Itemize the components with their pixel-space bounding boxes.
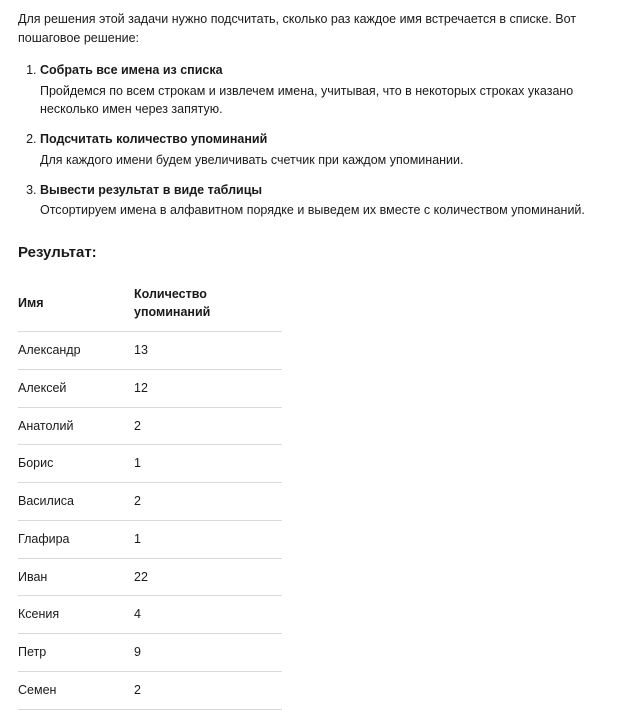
list-item xyxy=(40,130,602,170)
cell-name: Семен xyxy=(18,671,134,709)
cell-name: Алексей xyxy=(18,369,134,407)
cell-count: 2 xyxy=(134,407,282,445)
cell-name: Василиса xyxy=(18,483,134,521)
cell-name: Петр xyxy=(18,634,134,672)
cell-count: 2 xyxy=(134,483,282,521)
step-body: Для каждого имени будем увеличивать счетчик при каждом упоминании. xyxy=(40,152,464,167)
cell-count: 2 xyxy=(134,671,282,709)
cell-name: Борис xyxy=(18,445,134,483)
step-title: 2. Подсчитать количество упоминаний xyxy=(40,132,268,146)
table-row xyxy=(18,520,282,558)
table-row xyxy=(18,634,282,672)
step-title: 1. Собрать все имена из списка xyxy=(40,62,223,77)
page-title: Результат: xyxy=(18,244,97,261)
cell-count: 12 xyxy=(134,369,282,407)
table-row xyxy=(18,558,282,596)
table-row xyxy=(18,445,282,483)
step-body: Пройдемся по всем строкам и извлечем имена, учитывая, что в некоторых строках указано несколько имен через запятую. xyxy=(40,83,574,117)
table-row xyxy=(18,332,282,370)
cell-count: 1 xyxy=(134,520,282,558)
cell-name: Ксения xyxy=(18,596,134,634)
cell-count: 9 xyxy=(134,634,282,672)
cell-name: Иван xyxy=(18,558,134,596)
table-row xyxy=(18,407,282,445)
intro-paragraph: Для решения этой задачи нужно подсчитать, сколько раз каждое имя встречается в списке. Вот пошаговое решение: xyxy=(18,12,577,46)
list-item xyxy=(40,61,602,119)
cell-count: 4 xyxy=(134,596,282,634)
column-header-count: Количество упоминаний xyxy=(134,279,282,332)
cell-name: Глафира xyxy=(18,520,134,558)
table-row xyxy=(18,596,282,634)
cell-name: Анатолий xyxy=(18,407,134,445)
cell-count: 13 xyxy=(134,332,282,370)
table-row xyxy=(18,369,282,407)
table-row xyxy=(18,483,282,521)
table-row xyxy=(18,671,282,709)
cell-count: 22 xyxy=(134,558,282,596)
column-header-name: Имя xyxy=(18,279,134,332)
cell-count: 1 xyxy=(134,445,282,483)
list-item xyxy=(40,181,602,221)
cell-name: Александр xyxy=(18,332,134,370)
steps-list xyxy=(18,61,602,220)
table-header-row xyxy=(18,279,282,332)
step-title: 3. Вывести результат в виде таблицы xyxy=(40,182,263,197)
results-table xyxy=(18,279,282,710)
step-body: Отсортируем имена в алфавитном порядке и выведем их вместе с количеством упоминаний. xyxy=(40,203,585,218)
